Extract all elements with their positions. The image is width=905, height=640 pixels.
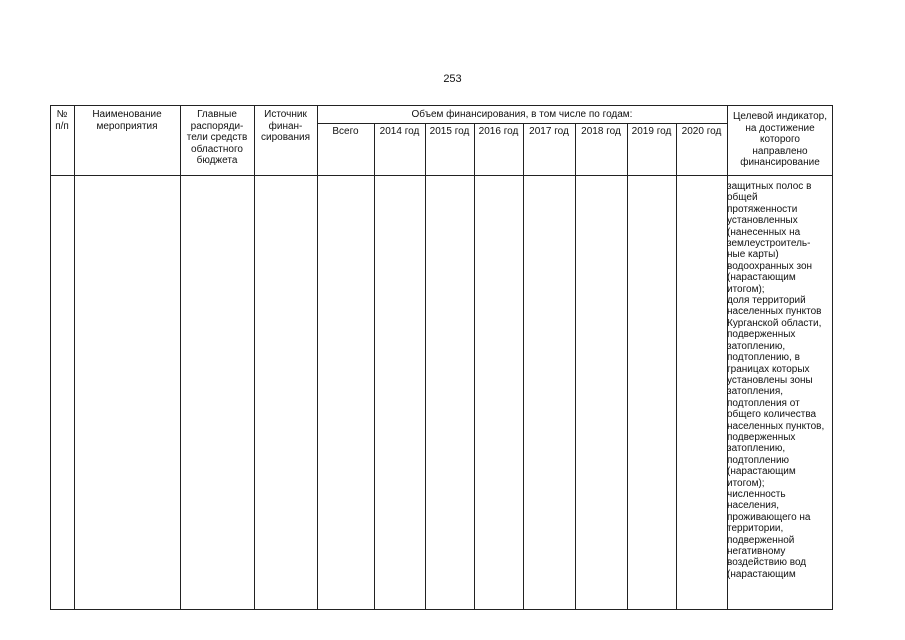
indicator-line: общего количества xyxy=(727,409,817,421)
header-num-line: п/п xyxy=(55,120,69,132)
indicator-line: (нарастающим xyxy=(727,568,796,580)
indicator-line: подверженной xyxy=(727,534,795,546)
header-volume: Объем финансирования, в том числе по годам: xyxy=(411,109,633,120)
header-managers-line: Главные xyxy=(197,109,237,120)
header-managers-line: распоряди- xyxy=(190,120,244,132)
indicator-line: затоплению, xyxy=(727,443,786,455)
header-target-line: на достижение xyxy=(745,122,815,134)
header-managers-line: бюджета xyxy=(196,155,238,166)
indicator-line: итогом); xyxy=(727,283,765,295)
indicator-line: населенных пунктов, xyxy=(727,420,825,432)
col-divider-source xyxy=(317,105,318,610)
indicator-line: (нанесенных на xyxy=(727,226,801,238)
table-top-border xyxy=(50,105,833,106)
indicator-line: установлены зоны xyxy=(727,374,813,386)
header-year-2016: 2016 год xyxy=(478,126,519,137)
indicator-line: (нарастающим xyxy=(727,272,796,284)
table-bottom-border xyxy=(50,609,833,610)
col-divider-num xyxy=(74,105,75,610)
indicator-line: защитных полос в xyxy=(727,181,812,192)
col-divider-2014 xyxy=(425,123,426,610)
financing-table xyxy=(50,105,833,610)
header-source-line: сирования xyxy=(261,132,310,143)
indicator-line: подверженных xyxy=(727,329,796,341)
col-divider-total xyxy=(374,123,375,610)
indicator-line: водоохранных зон xyxy=(727,260,813,272)
header-managers xyxy=(180,109,254,167)
col-divider-managers xyxy=(254,105,255,610)
col-divider-name xyxy=(180,105,181,610)
header-year-2018: 2018 год xyxy=(581,126,621,137)
indicator-line: установленных xyxy=(727,215,798,227)
indicator-line: границах которых xyxy=(727,363,810,375)
col-divider-2016 xyxy=(523,123,524,610)
indicator-line: затопления, xyxy=(727,386,784,398)
table-left-border xyxy=(50,105,51,610)
header-name-line: мероприятия xyxy=(96,120,158,132)
header-year-2014: 2014 год xyxy=(379,126,420,137)
indicator-line: воздействию вод xyxy=(727,557,807,569)
header-managers-line: тели средств xyxy=(186,132,248,143)
indicator-line: подтопления от xyxy=(727,397,800,409)
indicator-line: Курганской области, xyxy=(727,317,822,329)
header-target xyxy=(727,111,833,169)
header-target-line: направлено xyxy=(752,145,808,157)
col-divider-2019 xyxy=(676,123,677,610)
indicator-line: негативному xyxy=(727,546,786,557)
indicator-line: протяженности xyxy=(727,203,798,215)
target-indicator-text xyxy=(727,181,833,580)
header-num-line: № xyxy=(56,109,68,120)
col-divider-2017 xyxy=(575,123,576,610)
indicator-line: итогом); xyxy=(727,477,765,489)
header-name xyxy=(74,109,180,132)
indicator-line: затоплению, xyxy=(727,340,786,352)
page-number: 253 xyxy=(443,73,462,85)
header-target-line: финансирование xyxy=(740,157,820,168)
header-year-2019: 2019 год xyxy=(631,126,672,137)
indicator-line: подтоплению xyxy=(727,454,790,466)
header-managers-line: областного xyxy=(191,143,243,155)
header-year-2017: 2017 год xyxy=(529,126,569,137)
header-source-line: финан- xyxy=(268,120,303,132)
col-divider-2018 xyxy=(627,123,628,610)
header-name-line: Наименование xyxy=(92,109,162,120)
header-source xyxy=(254,109,317,144)
indicator-line: общей xyxy=(727,192,758,204)
header-num xyxy=(50,109,74,132)
indicator-line: (нарастающим xyxy=(727,466,796,478)
indicator-line: землеустроитель- xyxy=(727,238,811,250)
indicator-line: подтоплению, в xyxy=(727,352,800,364)
volume-subheader-line xyxy=(317,123,727,124)
indicator-line: населения, xyxy=(727,500,780,512)
header-source-line: Источник xyxy=(264,109,307,120)
indicator-line: проживающего на xyxy=(727,511,811,523)
header-total: Всего xyxy=(332,126,359,137)
header-year-2020: 2020 год xyxy=(681,126,722,137)
indicator-line: населенных пунктов xyxy=(727,306,822,318)
indicator-line: ные карты) xyxy=(727,249,779,261)
indicator-line: территории, xyxy=(727,523,784,535)
table-header-bottom-border xyxy=(50,175,833,176)
col-divider-2015 xyxy=(474,123,475,610)
indicator-line: численность xyxy=(727,488,786,500)
indicator-line: доля территорий xyxy=(727,295,806,307)
header-target-line: Целевой индикатор, xyxy=(733,111,827,122)
header-target-line: которого xyxy=(760,134,800,145)
header-year-2015: 2015 год xyxy=(429,126,470,137)
indicator-line: подверженных xyxy=(727,431,796,443)
